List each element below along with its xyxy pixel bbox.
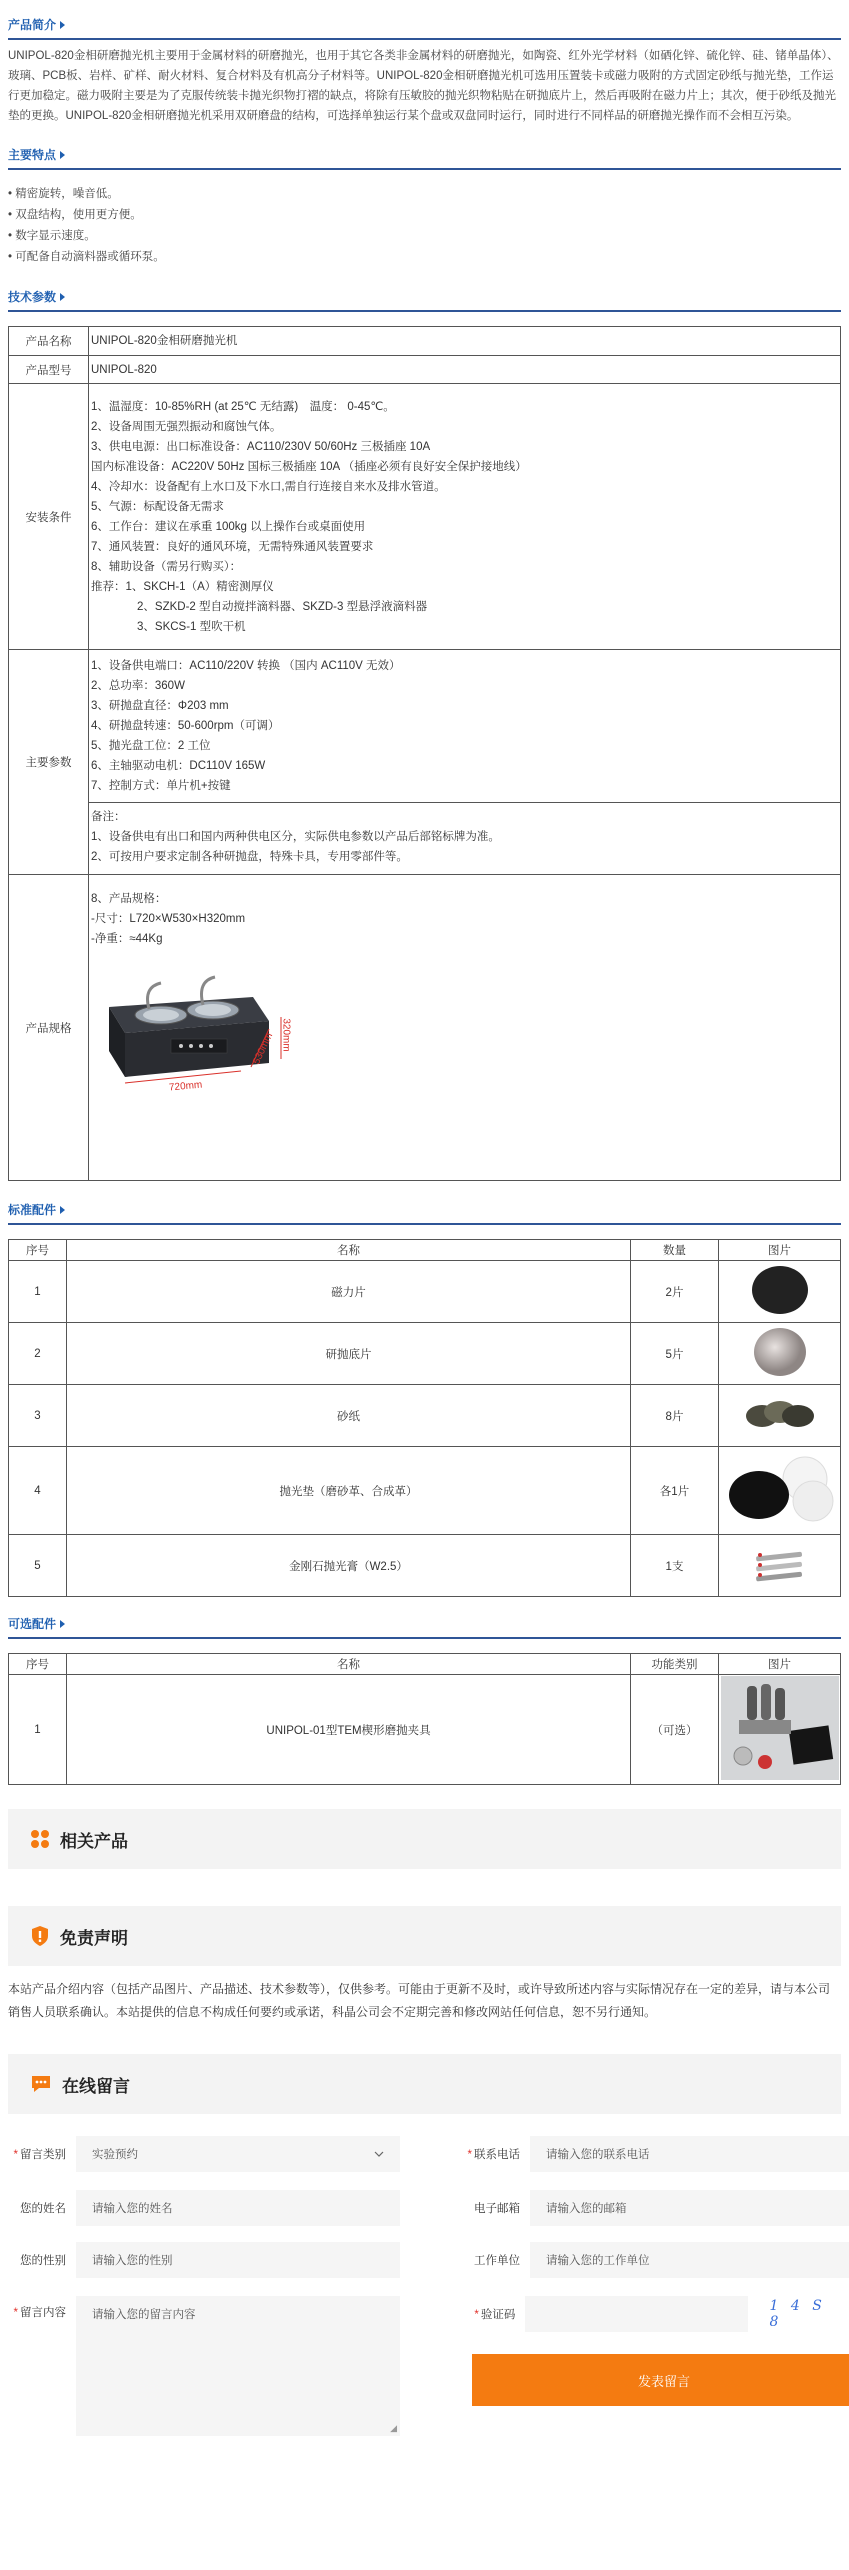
section-std-header [8, 1201, 841, 1225]
row-qty: 8片 [631, 1385, 719, 1447]
spec-label: 产品名称 [9, 327, 89, 356]
field-company [462, 2242, 849, 2278]
spec-value [89, 384, 841, 650]
grid-icon [30, 1829, 50, 1849]
spec-line: 2、可按用户要求定制各种研抛盘，特殊卡具，专用零部件等。 [91, 850, 408, 863]
section-std-title: 标准配件 [8, 1203, 57, 1217]
section-intro-header [8, 16, 841, 40]
gender-input[interactable]: 请输入您的性别 [76, 2242, 400, 2278]
spec-line: 3、供电电源：出口标准设备：AC110/230V 50/60Hz 三极插座 10A [91, 440, 431, 453]
section-opt-header [8, 1615, 841, 1639]
related-products-header [8, 1809, 841, 1869]
row-image [719, 1535, 841, 1597]
row-qty: 各1片 [631, 1447, 719, 1535]
spec-line: 3、研抛盘直径：Φ203 mm [91, 699, 229, 712]
phone-input[interactable]: 请输入您的联系电话 [530, 2136, 849, 2172]
message-title: 在线留言 [62, 2076, 130, 2096]
polishing-pad-image [721, 1449, 839, 1529]
row-image [719, 1323, 841, 1385]
field-label: 电子邮箱 [474, 2203, 520, 2215]
spec-value [89, 650, 841, 875]
spec-line: -净重：≈44Kg [91, 933, 163, 945]
message-header [8, 2054, 841, 2114]
row-qty: 2片 [631, 1261, 719, 1323]
magnetic-disc-image [750, 1264, 810, 1316]
field-label: 您的性别 [20, 2255, 66, 2267]
spec-line: 4、研抛盘转速：50-600rpm（可调） [91, 719, 280, 732]
intro-text: UNIPOL-820金相研磨抛光机主要用于金属材料的研磨抛光，也用于其它各类非金属材料的研磨抛光，如陶瓷、红外光学材料（如硒化锌、硫化锌、硅、锗单晶体）、玻璃、PCB板、岩样、矿样、耐火材料、复合材料及有机高分子材料等。UNIPOL-820金相研磨抛光机可选用压置装卡或磁力吸附的方式固定砂纸与抛光垫，工作运行更加稳定。磁力吸附主要是为了克服传统装卡抛光织物打褶的缺点，将除有压敏胶的抛光织物粘贴在研抛底片上，然后再吸附在磁力片上；其次，便于砂纸及抛光垫的更换。UNIPOL-820金相研磨抛光机采用双研磨盘的结构，可选择单独运行某个盘或双盘同时运行，同时进行不同样品的研磨抛光操作而不会相互污染。 [8, 50, 839, 122]
spec-label: 主要参数 [9, 650, 89, 875]
section-features-title: 主要特点 [8, 148, 57, 162]
row-no: 5 [9, 1535, 67, 1597]
chevron-down-icon [374, 2151, 384, 2157]
table-row [9, 327, 841, 356]
field-captcha [462, 2296, 841, 2332]
row-image [719, 1447, 841, 1535]
row-no: 1 [9, 1261, 67, 1323]
diamond-paste-image [750, 1544, 810, 1584]
section-specs-title: 技术参数 [8, 290, 57, 304]
disclaimer-title: 免责声明 [60, 1928, 128, 1948]
spec-line: 1、设备供电端口：AC110/220V 转换 （国内 AC110V 无效） [91, 659, 401, 672]
row-image [719, 1261, 841, 1323]
spec-line: 6、工作台：建议在承重 100kg 以上操作台或桌面使用 [91, 520, 366, 533]
chat-icon [30, 2074, 52, 2094]
content-textarea[interactable] [76, 2296, 400, 2436]
tem-fixture-image [721, 1676, 839, 1780]
params-block [89, 652, 840, 803]
table-row [9, 875, 841, 1181]
table-row [9, 1447, 841, 1535]
type-select-value: 实验预约 [92, 2149, 138, 2161]
message-form [8, 2130, 841, 2550]
std-accessories-table [8, 1239, 841, 1597]
captcha-input[interactable] [525, 2296, 747, 2332]
list-item: • 双盘结构，使用更方便。 [8, 205, 841, 226]
col-header: 序号 [9, 1240, 67, 1261]
list-item: • 可配备自动滴料器或循环泵。 [8, 247, 841, 268]
field-name [8, 2190, 400, 2226]
spec-line: 3、SKCS-1 型吹干机 [91, 620, 246, 633]
spec-line: 7、控制方式：单片机+按键 [91, 779, 231, 792]
triangle-icon [60, 151, 65, 159]
dim-height-label: 320mm [280, 1018, 292, 1052]
table-row [9, 1675, 841, 1785]
col-header: 名称 [67, 1240, 631, 1261]
polishing-base-image [750, 1326, 810, 1378]
table-row [9, 1261, 841, 1323]
spec-line: 6、主轴驱动电机：DC110V 165W [91, 759, 266, 772]
product-image [91, 959, 301, 1099]
row-no: 1 [9, 1675, 67, 1785]
spec-line: 1、温湿度：10-85%RH (at 25℃ 无结露) 温度： 0-45℃。 [91, 400, 395, 413]
field-content [8, 2296, 400, 2436]
section-features-header [8, 146, 841, 170]
col-header: 图片 [719, 1654, 841, 1675]
row-category: （可选） [631, 1675, 719, 1785]
table-header-row [9, 1240, 841, 1261]
row-name: 砂纸 [67, 1385, 631, 1447]
section-specs-header [8, 288, 841, 312]
disclaimer-text: 本站产品介绍内容（包括产品图片、产品描述、技术参数等），仅供参考。可能由于更新不及时，或许导致所述内容与实际情况存在一定的差异，请与本公司销售人员联系确认。本站提供的信息不构成任何要约或承诺，科晶公司会不定期完善和修改网站任何信息，恕不另行通知。 [8, 1982, 831, 2019]
spec-line: 2、设备周围无强烈振动和腐蚀气体。 [91, 420, 282, 433]
spec-line: 8、辅助设备（需另行购买）： [91, 560, 242, 573]
field-label: 留言类别 [20, 2149, 66, 2161]
col-header: 名称 [67, 1654, 631, 1675]
list-item: • 数字显示速度。 [8, 226, 841, 247]
spec-line: 5、气源：标配设备无需求 [91, 500, 224, 513]
triangle-icon [60, 1206, 65, 1214]
email-input[interactable]: 请输入您的邮箱 [530, 2190, 849, 2226]
row-no: 3 [9, 1385, 67, 1447]
table-row [9, 1535, 841, 1597]
row-qty: 1支 [631, 1535, 719, 1597]
row-name: 磁力片 [67, 1261, 631, 1323]
spec-value [89, 875, 841, 1181]
captcha-image[interactable]: 1 4 S 8 [769, 2298, 826, 2330]
spec-line: 7、通风装置：良好的通风环境，无需特殊通风装置要求 [91, 540, 374, 553]
field-label: 您的姓名 [20, 2203, 66, 2215]
col-header: 功能类别 [631, 1654, 719, 1675]
spec-line: 8、产品规格： [91, 893, 167, 905]
spec-line: 5、抛光盘工位：2 工位 [91, 739, 211, 752]
field-email [462, 2190, 849, 2226]
spec-table [8, 326, 841, 1181]
spec-line: 国内标准设备：AC220V 50Hz 国标三极插座 10A （插座必须有良好安全保护接地线） [91, 460, 527, 473]
list-item: • 精密旋转，噪音低。 [8, 184, 841, 205]
triangle-icon [60, 1620, 65, 1628]
col-header: 数量 [631, 1240, 719, 1261]
spec-line: -尺寸：L720×W530×H320mm [91, 913, 246, 925]
disclaimer-header [8, 1906, 841, 1966]
submit-button[interactable]: 发表留言 [472, 2354, 849, 2406]
row-name: 抛光垫（磨砂革、合成革） [67, 1447, 631, 1535]
field-label: 工作单位 [474, 2255, 520, 2267]
spec-line: 4、冷却水：设备配有上水口及下水口,需自行连接自来水及排水管道。 [91, 480, 446, 493]
table-row [9, 384, 841, 650]
opt-accessories-table [8, 1653, 841, 1785]
row-no: 4 [9, 1447, 67, 1535]
company-input[interactable]: 请输入您的工作单位 [530, 2242, 849, 2278]
section-intro-title: 产品简介 [8, 18, 57, 32]
related-products-title: 相关产品 [60, 1831, 128, 1851]
required-mark: * [467, 2149, 472, 2161]
sandpaper-image [740, 1394, 820, 1434]
row-image [719, 1675, 841, 1785]
spec-line: 2、总功率：360W [91, 679, 185, 692]
shield-icon [30, 1925, 50, 1947]
field-label: 验证码 [480, 2309, 516, 2321]
content-placeholder: 请输入您的留言内容 [92, 2309, 196, 2321]
field-label: 留言内容 [20, 2307, 66, 2319]
spec-line: 2、SZKD-2 型自动搅拌滴料器、SKZD-3 型悬浮液滴料器 [91, 600, 428, 613]
required-mark: * [474, 2309, 479, 2321]
table-row [9, 650, 841, 875]
row-qty: 5片 [631, 1323, 719, 1385]
spec-label: 安装条件 [9, 384, 89, 650]
spec-label: 产品型号 [9, 356, 89, 384]
features-list [8, 170, 841, 272]
field-gender [8, 2242, 400, 2278]
type-select[interactable] [76, 2136, 400, 2172]
row-name: 研抛底片 [67, 1323, 631, 1385]
row-image [719, 1385, 841, 1447]
row-name: UNIPOL-01型TEM楔形磨抛夹具 [67, 1675, 631, 1785]
spec-line: 推荐：1、SKCH-1（A）精密测厚仪 [91, 580, 274, 593]
triangle-icon [60, 21, 65, 29]
table-row [9, 356, 841, 384]
col-header: 序号 [9, 1654, 67, 1675]
triangle-icon [60, 293, 65, 301]
spec-value: UNIPOL-820 [89, 356, 841, 384]
required-mark: * [13, 2149, 18, 2161]
section-opt-title: 可选配件 [8, 1617, 57, 1631]
row-name: 金刚石抛光膏（W2.5） [67, 1535, 631, 1597]
table-row [9, 1323, 841, 1385]
spec-value: UNIPOL-820金相研磨抛光机 [89, 327, 841, 356]
spec-line: 备注： [91, 810, 126, 823]
spec-line: 1、设备供电有出口和国内两种供电区分，实际供电参数以产品后部铭标牌为准。 [91, 830, 500, 843]
field-phone [462, 2136, 849, 2172]
resize-handle-icon[interactable]: ◢ [390, 2423, 397, 2433]
spec-label: 产品规格 [9, 875, 89, 1181]
dim-depth-label: 530mm [251, 1031, 276, 1067]
table-row [9, 1385, 841, 1447]
col-header: 图片 [719, 1240, 841, 1261]
dim-width-label: 720mm [168, 1079, 203, 1094]
field-type [8, 2136, 400, 2172]
field-label: 联系电话 [474, 2149, 520, 2161]
row-no: 2 [9, 1323, 67, 1385]
page [0, 16, 849, 2570]
notes-block [89, 803, 840, 873]
table-header-row [9, 1654, 841, 1675]
name-input[interactable]: 请输入您的姓名 [76, 2190, 400, 2226]
required-mark: * [13, 2307, 18, 2319]
